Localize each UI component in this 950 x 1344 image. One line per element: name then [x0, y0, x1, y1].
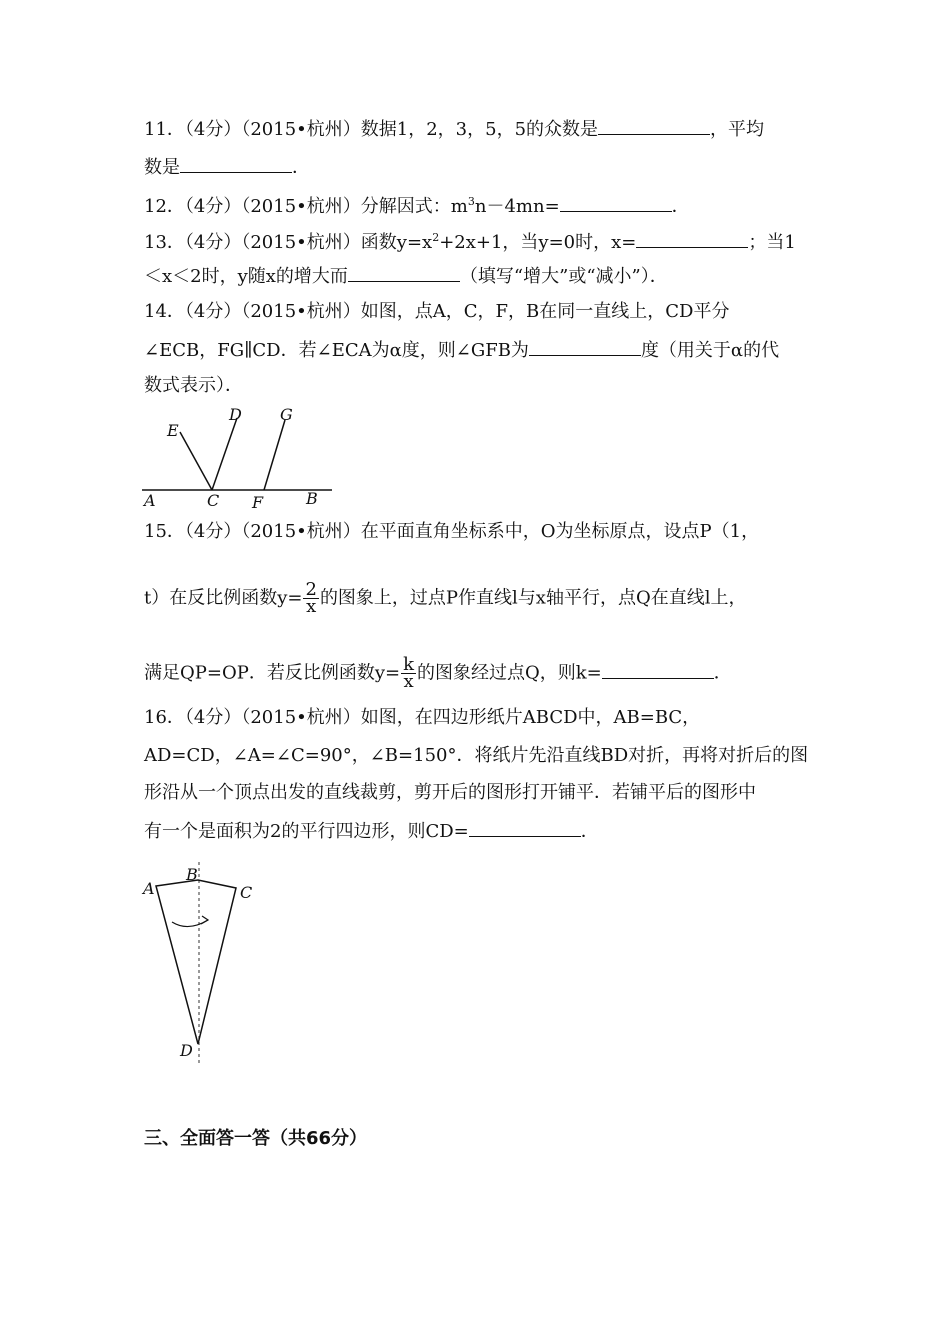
q14-label-D: D [229, 405, 242, 424]
q12-end: ． [671, 196, 690, 217]
q16-fold-arrowhead [201, 916, 208, 924]
q14-label-E: E [167, 421, 179, 440]
q12-line [144, 190, 690, 219]
q12-suffix: n－4mn= [474, 196, 560, 217]
q14-figure [140, 400, 340, 512]
q16-label-C: C [240, 883, 253, 902]
q16-line2: AD=CD，∠A=∠C=90°，∠B=150°．将纸片先沿直线BD对折，再将对折后的图 [144, 745, 809, 766]
q13-text-d: ＜x＜2时，y随x的增大而 [144, 266, 348, 287]
q15-text-e: ． [713, 662, 732, 684]
q15-frac1-num: 2 [305, 579, 317, 600]
q14-line2 [144, 337, 779, 363]
q14-blank[interactable] [529, 337, 641, 356]
q15-text-a: t）在反比例函数y= [144, 587, 303, 609]
q14-line3: 数式表示）． [144, 375, 243, 396]
q15-frac2-den: x [403, 671, 414, 692]
q16-blank[interactable] [469, 818, 581, 837]
q15-text-c: 满足QP=OP．若反比例函数y= [144, 662, 401, 684]
q15-text-d: 的图象经过点Q，则k= [417, 662, 602, 684]
q11-blank-mean[interactable] [180, 154, 292, 173]
q16-text-a: 有一个是面积为2的平行四边形，则CD= [144, 821, 469, 842]
q12-prefix: 12．（4分）（2015•杭州）分解因式：m [144, 196, 468, 217]
q13-text-e: （填写“增大”或“减小”）． [459, 266, 668, 287]
q15-fraction-k-over-x [401, 654, 416, 692]
q14-line1: 14．（4分）（2015•杭州）如图，点A，C，F，B在同一直线上，CD平分 [144, 301, 730, 322]
q14-ray-FG [264, 420, 285, 490]
q14-label-B: B [306, 489, 318, 508]
q15-frac1-den: x [306, 596, 317, 617]
q11-line2 [144, 154, 310, 180]
q15-blank[interactable] [602, 660, 714, 679]
q15-line3 [144, 654, 732, 692]
q11-text-a: 11．（4分）（2015•杭州）数据1，2，3，5，5的众数是 [144, 119, 599, 140]
q13-blank-x[interactable] [636, 229, 748, 248]
q15-line1: 15．（4分）（2015•杭州）在平面直角坐标系中，O为坐标原点，设点P（1， [144, 521, 760, 542]
q14-label-F: F [252, 493, 264, 512]
q13-text-c: ；当1 [748, 232, 796, 253]
q13-line2 [144, 263, 668, 289]
q16-figure [140, 860, 260, 1070]
q11-text-c: 数是 [144, 157, 180, 178]
q16-quadrilateral [156, 880, 236, 1044]
q15-text-b: 的图象上，过点P作直线l与x轴平行，点Q在直线l上， [319, 587, 747, 609]
q15-frac2-num: k [403, 654, 414, 675]
q13-exponent: 2 [432, 231, 440, 244]
q16-line1: 16．（4分）（2015•杭州）如图，在四边形纸片ABCD中，AB=BC， [144, 707, 701, 728]
q14-label-A: A [144, 491, 156, 510]
q13-text-a: 13．（4分）（2015•杭州）函数y=x [144, 232, 433, 253]
q14-label-C: C [207, 491, 220, 510]
q16-text-b: ． [580, 821, 599, 842]
q12-blank[interactable] [560, 193, 672, 212]
q16-line4 [144, 818, 599, 844]
q11-text-b: ，平均 [710, 119, 765, 140]
q15-fraction-2-over-x [303, 579, 318, 617]
q14-label-G: G [280, 405, 293, 424]
q14-text-a: ∠ECB，FG∥CD．若∠ECA为α度，则∠GFB为 [144, 340, 529, 361]
q14-ray-CD [212, 418, 237, 490]
q11-text-d: ． [292, 157, 310, 178]
q16-line3: 形沿从一个顶点出发的直线裁剪，剪开后的图形打开铺平．若铺平后的图形中 [144, 782, 756, 803]
q12-exponent: 3 [467, 195, 475, 208]
q11-blank-mode[interactable] [598, 116, 710, 135]
q14-ray-CE [180, 432, 212, 490]
q13-blank-trend[interactable] [348, 263, 460, 282]
q16-label-B: B [186, 865, 198, 884]
q16-label-A: A [143, 879, 155, 898]
q14-text-b: 度（用关于α的代 [640, 340, 780, 361]
q16-label-D: D [180, 1041, 193, 1060]
q13-line1 [144, 226, 796, 255]
section-heading: 三、全面答一答（共66分） [144, 1128, 368, 1149]
q11-line1 [144, 116, 764, 142]
q15-line2 [144, 579, 747, 617]
q13-text-b: +2x+1，当y=0时，x= [439, 232, 637, 253]
